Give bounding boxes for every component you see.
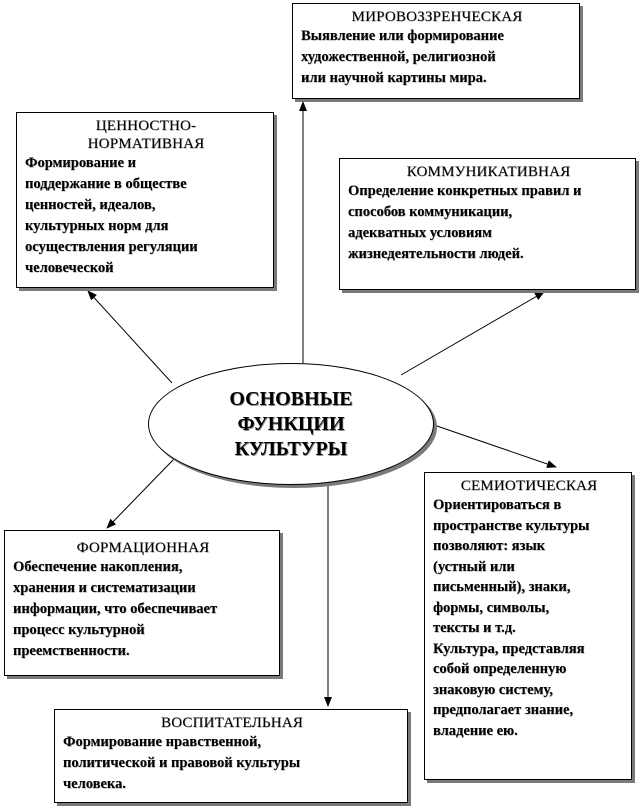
text-line: Выявление или формирование (301, 28, 504, 44)
arrow-to-value-normative (88, 291, 172, 383)
node-worldview-text (301, 26, 573, 89)
text-line: осуществления регуляции (25, 239, 198, 255)
text-line: человеческой (25, 260, 114, 276)
node-value-normative (16, 112, 274, 288)
text-line: Обеспечение накопления, (13, 559, 183, 575)
node-educational-title: ВОСПИТАТЕЛЬНАЯ (160, 715, 303, 731)
text-line: письменный), знаки, (433, 579, 571, 595)
text-line: информации, что обеспечивает (13, 601, 218, 617)
text-line: формы, символы, (433, 599, 550, 616)
node-formational-text (13, 557, 273, 662)
text-line: тексты и т.д. (433, 620, 516, 636)
text-line: позволяют: язык (433, 538, 546, 554)
arrow-to-semiotic (434, 425, 556, 467)
node-communicative-text (348, 181, 629, 265)
text-line: человека. (63, 776, 126, 792)
text-line: ценностей, идеалов, (25, 197, 156, 213)
text-line: знаковую систему, (433, 681, 553, 698)
text-line: жизнедеятельности людей. (348, 246, 524, 262)
node-value-normative-title (25, 117, 267, 153)
text-line: хранения и систематизации (13, 580, 196, 596)
node-formational (4, 530, 280, 676)
text-line: собой определенную (433, 661, 567, 677)
title-line: ЦЕННОСТНО- (95, 118, 197, 134)
text-line: процесс культурной (13, 622, 145, 638)
text-line: адекватных условиям (348, 225, 492, 241)
node-semiotic-title: СЕМИОТИЧЕСКАЯ (460, 478, 598, 494)
arrow-to-communicative (401, 292, 544, 375)
text-line: преемственности. (13, 643, 130, 659)
node-semiotic (424, 472, 632, 780)
text-line: владение ею. (433, 722, 518, 739)
node-communicative-title: КОММУНИКАТИВНАЯ (406, 164, 571, 180)
node-educational-text (63, 732, 401, 795)
node-worldview (292, 3, 580, 99)
text-line: Формирование и (25, 155, 136, 171)
text-line: поддержание в обществе (25, 176, 187, 192)
title-line: НОРМАТИВНАЯ (87, 136, 205, 152)
node-value-normative-text (25, 153, 267, 279)
text-line: культурных норм для (25, 218, 169, 234)
node-formational-title: ФОРМАЦИОННАЯ (76, 540, 210, 556)
arrow-to-formational (107, 459, 174, 528)
text-line: Формирование нравственной, (63, 734, 262, 750)
node-worldview-title: МИРОВОЗЗРЕНЧЕСКАЯ (351, 9, 523, 25)
central-concept-title: ОСНОВНЫЕ ФУНКЦИИ КУЛЬТУРЫ (229, 387, 353, 460)
text-line: Ориентироваться в (433, 497, 562, 513)
text-line: Культура, представляя (433, 640, 585, 657)
text-line: политической и правовой культуры (63, 755, 301, 771)
text-line: Определение конкретных правил и (348, 183, 582, 199)
text-line: художественной, религиозной (301, 49, 496, 65)
central-concept-ellipse (148, 363, 434, 485)
node-semiotic-text (433, 495, 625, 741)
text-line: предполагает знание, (433, 702, 574, 718)
text-line: пространстве культуры (433, 517, 590, 534)
text-line: или научной картины мира. (301, 70, 487, 86)
node-communicative (339, 158, 636, 290)
node-educational (54, 709, 408, 803)
text-line: способов коммуникации, (348, 204, 513, 220)
text-line: (устный или (433, 558, 515, 575)
